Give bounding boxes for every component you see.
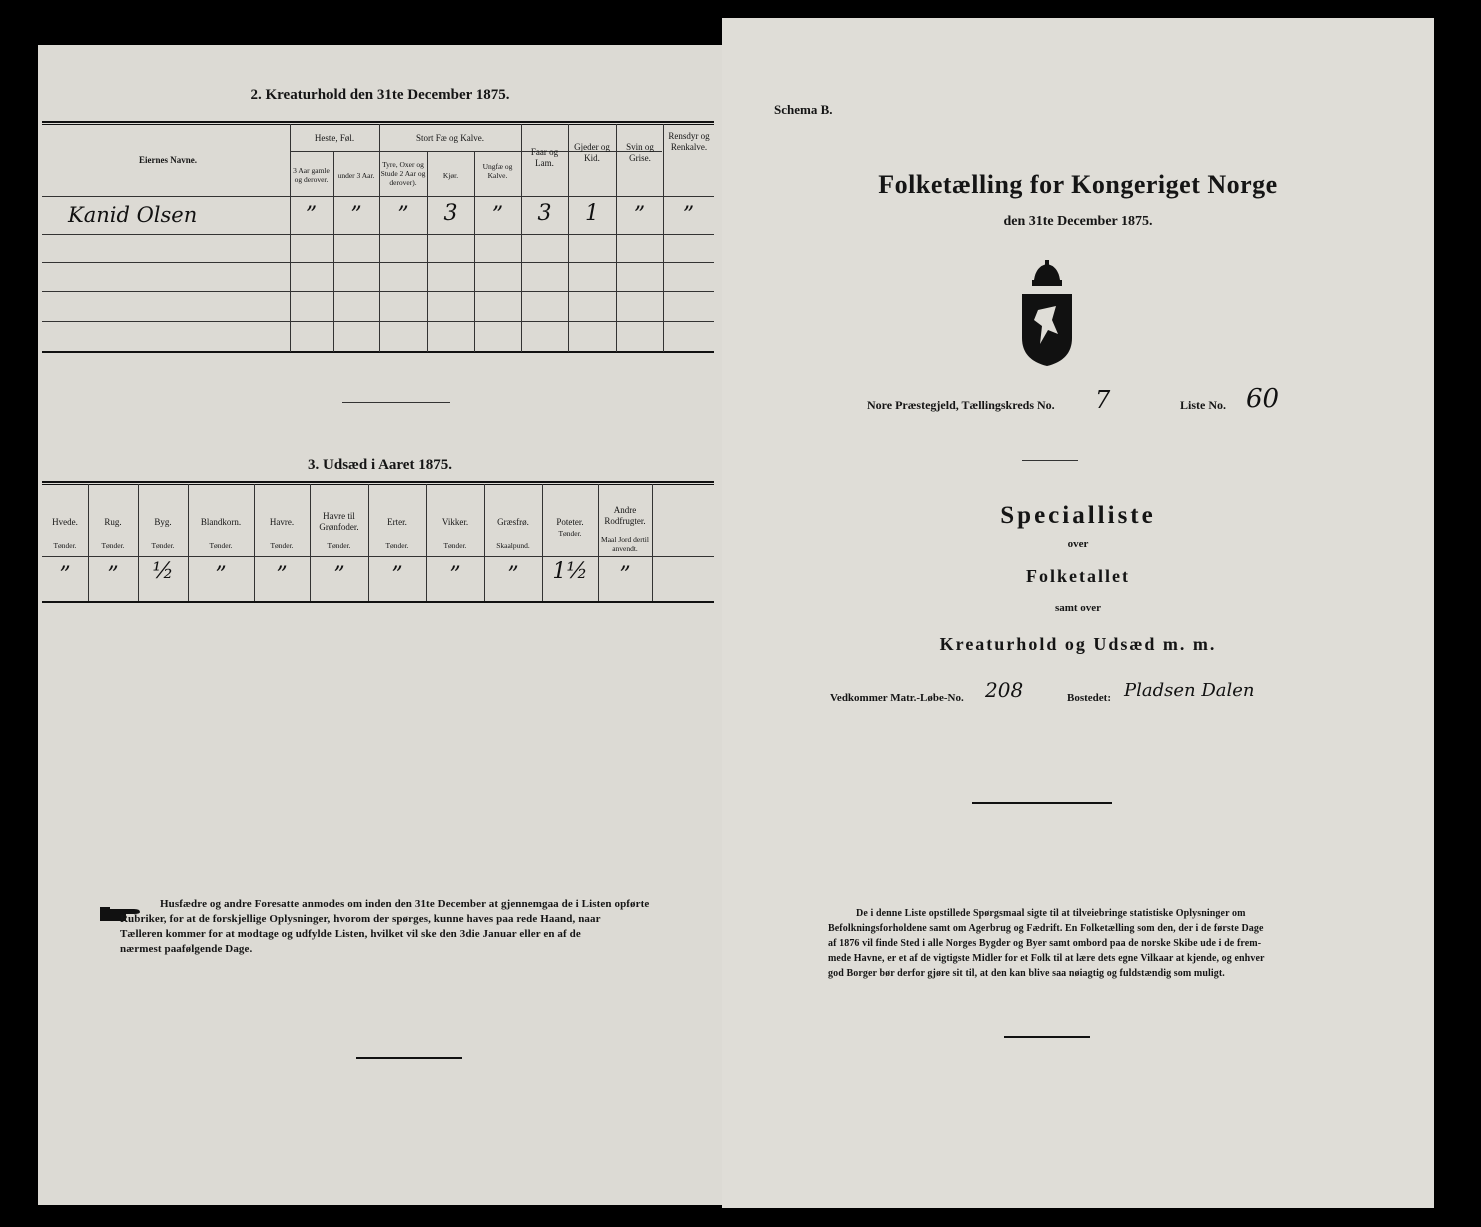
- prestegjeld-label: Nore Præstegjeld, Tællingskreds No.: [867, 398, 1055, 412]
- unit-havre-gronfoder: Tønder.: [327, 541, 351, 550]
- right-page: [722, 18, 1434, 1208]
- header-kjor: Kjør.: [442, 171, 459, 180]
- header-havre: Havre.: [269, 517, 295, 527]
- divider: [342, 402, 450, 403]
- header-svin: Svin og Grise.: [626, 142, 654, 163]
- divider: [1022, 460, 1078, 461]
- header-under3: under 3 Aar.: [337, 171, 375, 180]
- specialliste-title: Specialliste: [1000, 502, 1156, 529]
- header-hvede: Hvede.: [52, 517, 78, 527]
- owner-name: Kanid Olsen: [68, 203, 198, 227]
- paragraph-line: mede Havne, er et af de vigtigste Midler for et Folk til at lære dets egne Vilkaar at kjende, og enhver: [828, 953, 1265, 964]
- paragraph-line: af 1876 vil finde Sted i alle Norges Bygder og Byer samt ombord paa de norske Skibe ude i de frem-: [828, 938, 1262, 949]
- header-poteter: Poteter.: [556, 517, 584, 527]
- kreds-no: 7: [1095, 386, 1111, 414]
- main-title: Folketælling for Kongeriget Norge: [878, 170, 1278, 199]
- header-graesfro: Græsfrø.: [497, 517, 529, 527]
- notice: [120, 897, 720, 957]
- header-blandkorn: Blandkorn.: [200, 517, 242, 527]
- value-heste-3aar: ”: [305, 203, 318, 228]
- header-rensdyr: Rensdyr og Renkalve.: [668, 131, 710, 152]
- value-vikker: ”: [449, 563, 461, 588]
- unit-byg: Tønder.: [151, 541, 175, 550]
- value-kjor: 3: [443, 201, 458, 226]
- header-heste: Heste, Føl.: [314, 133, 355, 143]
- value-ungfae: ”: [491, 203, 504, 228]
- notice-line: Husfædre og andre Foresatte anmodes om inden den 31te December at gjennemgaa de i Listen opførte: [160, 898, 650, 910]
- header-tyre: Tyre, Oxer og Stude 2 Aar og derover).: [380, 160, 426, 187]
- unit-graesfro: Skaalpund.: [496, 541, 530, 550]
- value-andre: ”: [619, 563, 631, 588]
- header-vikker: Vikker.: [441, 517, 469, 527]
- header-owner: Eiernes Navne.: [139, 155, 197, 165]
- matr-label: Vedkommer Matr.-Løbe-No.: [830, 692, 964, 704]
- coat-of-arms-icon: [1018, 260, 1076, 368]
- header-erter: Erter.: [387, 517, 407, 527]
- over-1: over: [1067, 538, 1089, 550]
- value-havre-gronfoder: ”: [333, 563, 345, 588]
- value-byg: ½: [152, 559, 174, 584]
- unit-poteter: Tønder.: [558, 529, 582, 538]
- paragraph-line: Befolkningsforholdene samt om Agerbrug og Fædrift. En Folketælling som den, der i de første Dage: [828, 923, 1264, 934]
- value-poteter: 1½: [552, 559, 588, 584]
- unit-andre: Maal Jord dertil anvendt.: [601, 535, 649, 553]
- bostedet-label: Bostedet:: [1067, 692, 1111, 704]
- paragraph-line: god Borger bør derfor gjøre sit til, at den kan blive saa nøiagtig og fuldstændig som muligt.: [828, 968, 1225, 979]
- unit-rug: Tønder.: [101, 541, 125, 550]
- value-rug: ”: [107, 563, 119, 588]
- header-gjeder: Gjeder og Kid.: [574, 142, 610, 163]
- left-page: [38, 45, 722, 1205]
- kreaturhold-title: Kreaturhold og Udsæd m. m.: [939, 634, 1217, 654]
- section3-title: 3. Udsæd i Aaret 1875.: [308, 457, 452, 473]
- schema-label: Schema B.: [774, 102, 833, 117]
- section2-title: 2. Kreaturhold den 31te December 1875.: [250, 87, 510, 103]
- unit-erter: Tønder.: [385, 541, 409, 550]
- paragraph-line: De i denne Liste opstillede Spørgsmaal sigte til at tilveiebringe statistiske Oplysninger om: [856, 908, 1246, 919]
- divider: [1004, 1036, 1090, 1038]
- header-andre: Andre Rodfrugter.: [604, 505, 646, 526]
- unit-havre: Tønder.: [270, 541, 294, 550]
- unit-vikker: Tønder.: [443, 541, 467, 550]
- divider: [356, 1057, 462, 1059]
- value-heste-under3: ”: [350, 203, 362, 228]
- liste-no: 60: [1246, 384, 1280, 414]
- divider: [972, 802, 1112, 804]
- value-faar: 3: [537, 201, 552, 226]
- unit-blandkorn: Tønder.: [209, 541, 233, 550]
- notice-line: Rubriker, for at de forskjellige Oplysninger, hvorom der spørges, kunne haves paa rede Haand, naar: [120, 913, 601, 925]
- header-rug: Rug.: [104, 517, 122, 527]
- info-paragraph: [828, 906, 1348, 981]
- header-havre-gronfoder: Havre til Grønfoder.: [319, 511, 359, 532]
- notice-line: Tælleren kommer for at modtage og udfylde Listen, hvilket vil ske den 3die Januar eller en af de: [120, 928, 581, 940]
- header-faar: Faar og Lam.: [530, 147, 559, 168]
- header-byg: Byg.: [154, 517, 172, 527]
- value-graesfro: ”: [507, 563, 519, 588]
- value-blandkorn: ”: [215, 563, 227, 588]
- matr-no: 208: [985, 678, 1024, 702]
- value-erter: ”: [391, 563, 403, 588]
- subtitle: den 31te December 1875.: [1003, 214, 1153, 229]
- value-tyre: ”: [397, 203, 409, 228]
- samt-over: samt over: [1054, 602, 1102, 614]
- unit-hvede: Tønder.: [53, 541, 77, 550]
- folketallet: Folketallet: [1026, 566, 1130, 586]
- value-hvede: ”: [59, 563, 71, 588]
- value-rensdyr: ”: [682, 203, 695, 228]
- header-3aar: 3 Aar gamle og derover.: [293, 166, 330, 184]
- header-stort-fae: Stort Fæ og Kalve.: [415, 133, 484, 143]
- value-gjeder: 1: [585, 201, 599, 226]
- value-svin: ”: [633, 203, 646, 228]
- value-havre: ”: [276, 563, 288, 588]
- liste-label: Liste No.: [1180, 398, 1226, 412]
- header-ungfae: Ungfæ og Kalve.: [482, 162, 513, 180]
- notice-line: nærmest paafølgende Dage.: [120, 943, 253, 955]
- bostedet-value: Pladsen Dalen: [1124, 680, 1255, 701]
